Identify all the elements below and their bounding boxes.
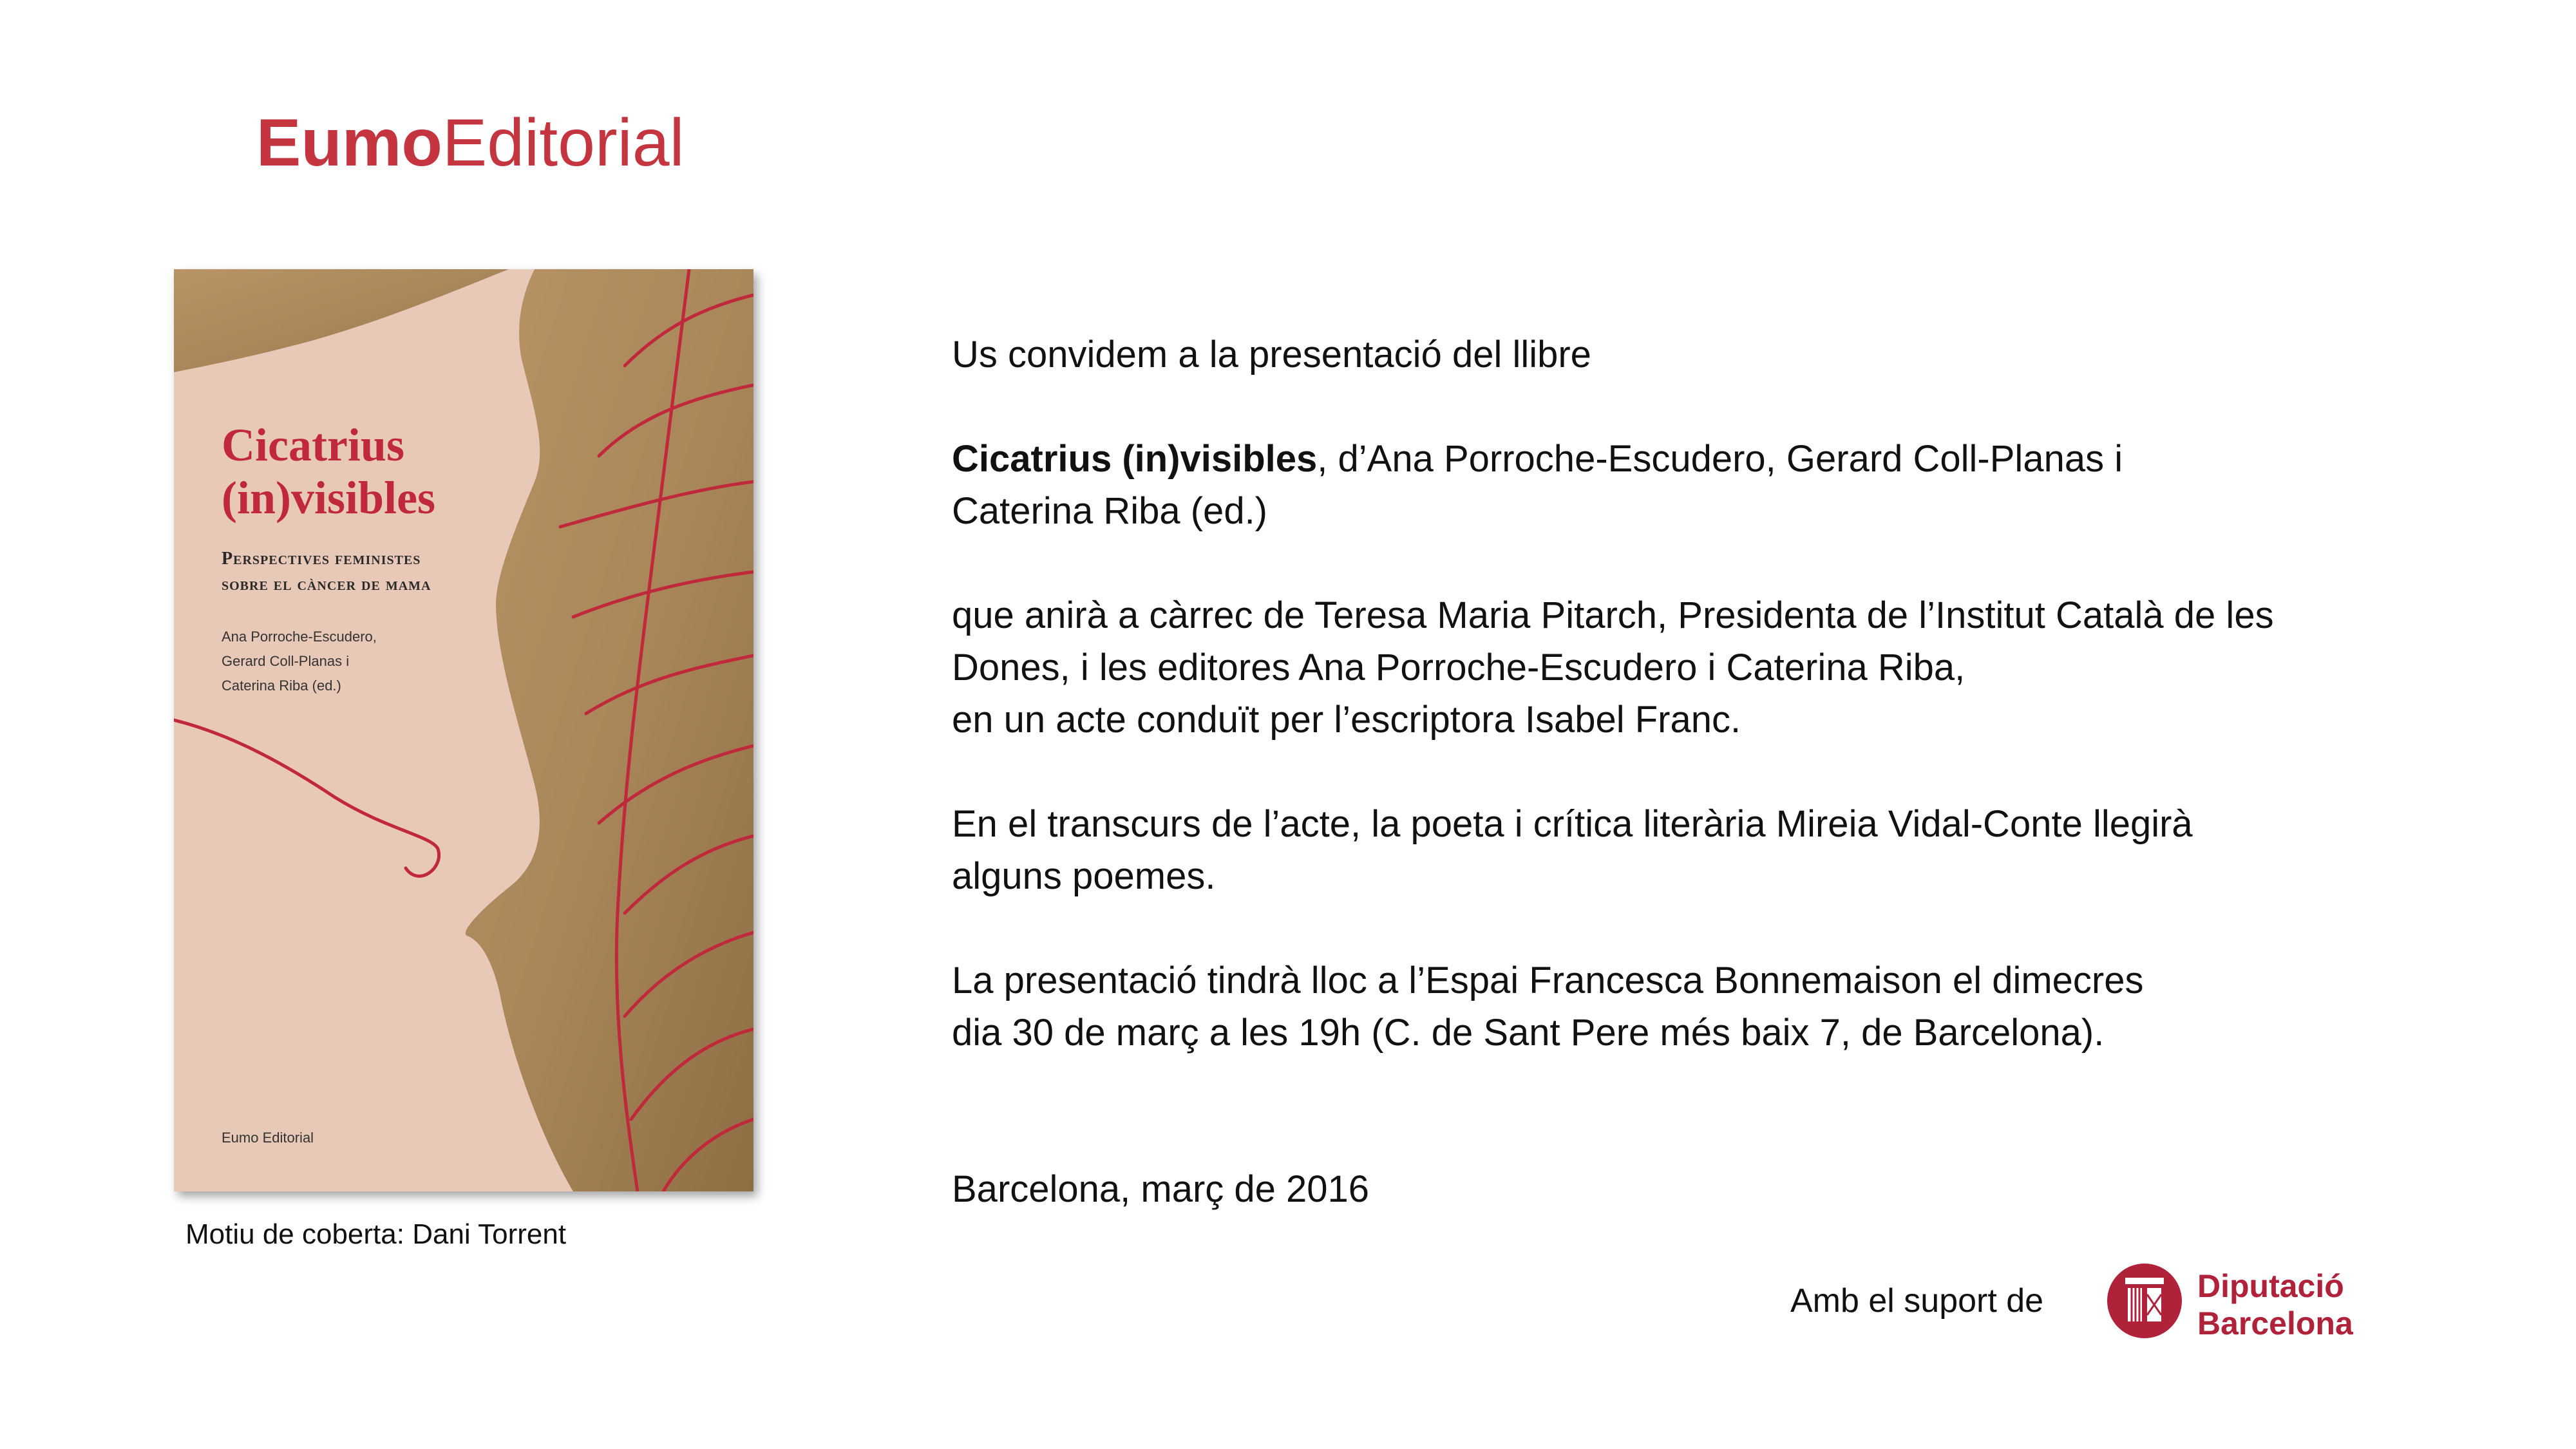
reading-line1: En el transcurs de l’acte, la poeta i crítica literària Mireia Vidal-Conte llegirà	[952, 803, 2193, 845]
cover-title	[222, 419, 544, 524]
diputacio-barcelona-logo-text	[2197, 1267, 2353, 1342]
venue-line1: La presentació tindrà lloc a l’Espai Francesca Bonnemaison el dimecres	[952, 960, 2144, 1001]
reading-line2: alguns poemes.	[952, 855, 1216, 897]
cover-title-line1: Cicatrius	[222, 419, 404, 471]
logo-light-part: Editorial	[442, 106, 685, 180]
cover-author-line3: Caterina Riba (ed.)	[222, 677, 341, 694]
place-date: Barcelona, març de 2016	[952, 1168, 1370, 1210]
venue-line2: dia 30 de març a les 19h (C. de Sant Pere més baix 7, de Barcelona).	[952, 1012, 2105, 1054]
cover-subtitle-line1: Perspectives feministes	[222, 549, 421, 569]
book-authors-line2: Caterina Riba (ed.)	[952, 490, 1267, 532]
book-authors-line1: , d’Ana Porroche-Escudero, Gerard Coll-Planas i	[1317, 438, 2123, 480]
presenters-line1: que anirà a càrrec de Teresa Maria Pitarch, Presidenta de l’Institut Català de les	[952, 594, 2274, 636]
logo-bold-part: Eumo	[256, 106, 442, 180]
presenters-line2: Dones, i les editores Ana Porroche-Escudero i Caterina Riba,	[952, 647, 1965, 688]
book-line1	[952, 433, 2433, 485]
cover-illustration	[174, 269, 753, 1191]
org-line2: Barcelona	[2197, 1305, 2353, 1341]
cover-credit-caption: Motiu de coberta: Dani Torrent	[185, 1218, 567, 1250]
cover-title-line2: (in)visibles	[222, 472, 436, 524]
cover-authors	[222, 625, 479, 698]
support-label: Amb el suport de	[1790, 1282, 2044, 1320]
diputacio-seal-icon	[2106, 1262, 2183, 1340]
cover-author-line2: Gerard Coll-Planas i	[222, 653, 350, 669]
book-cover	[174, 269, 753, 1191]
presenters-line3: en un acte conduït per l’escriptora Isabel Franc.	[952, 699, 1741, 741]
org-line1: Diputació	[2197, 1268, 2344, 1304]
book-title: Cicatrius (in)visibles	[952, 438, 1318, 480]
eumo-editorial-logo	[256, 106, 685, 180]
cover-author-line1: Ana Porroche-Escudero,	[222, 629, 377, 645]
invitation-text	[952, 328, 2433, 1215]
cover-publisher: Eumo Editorial	[222, 1130, 314, 1146]
cover-subtitle-line2: sobre el càncer de mama	[222, 574, 431, 594]
invitation-intro: Us convidem a la presentació del llibre	[952, 334, 1591, 375]
cover-subtitle	[222, 546, 556, 598]
